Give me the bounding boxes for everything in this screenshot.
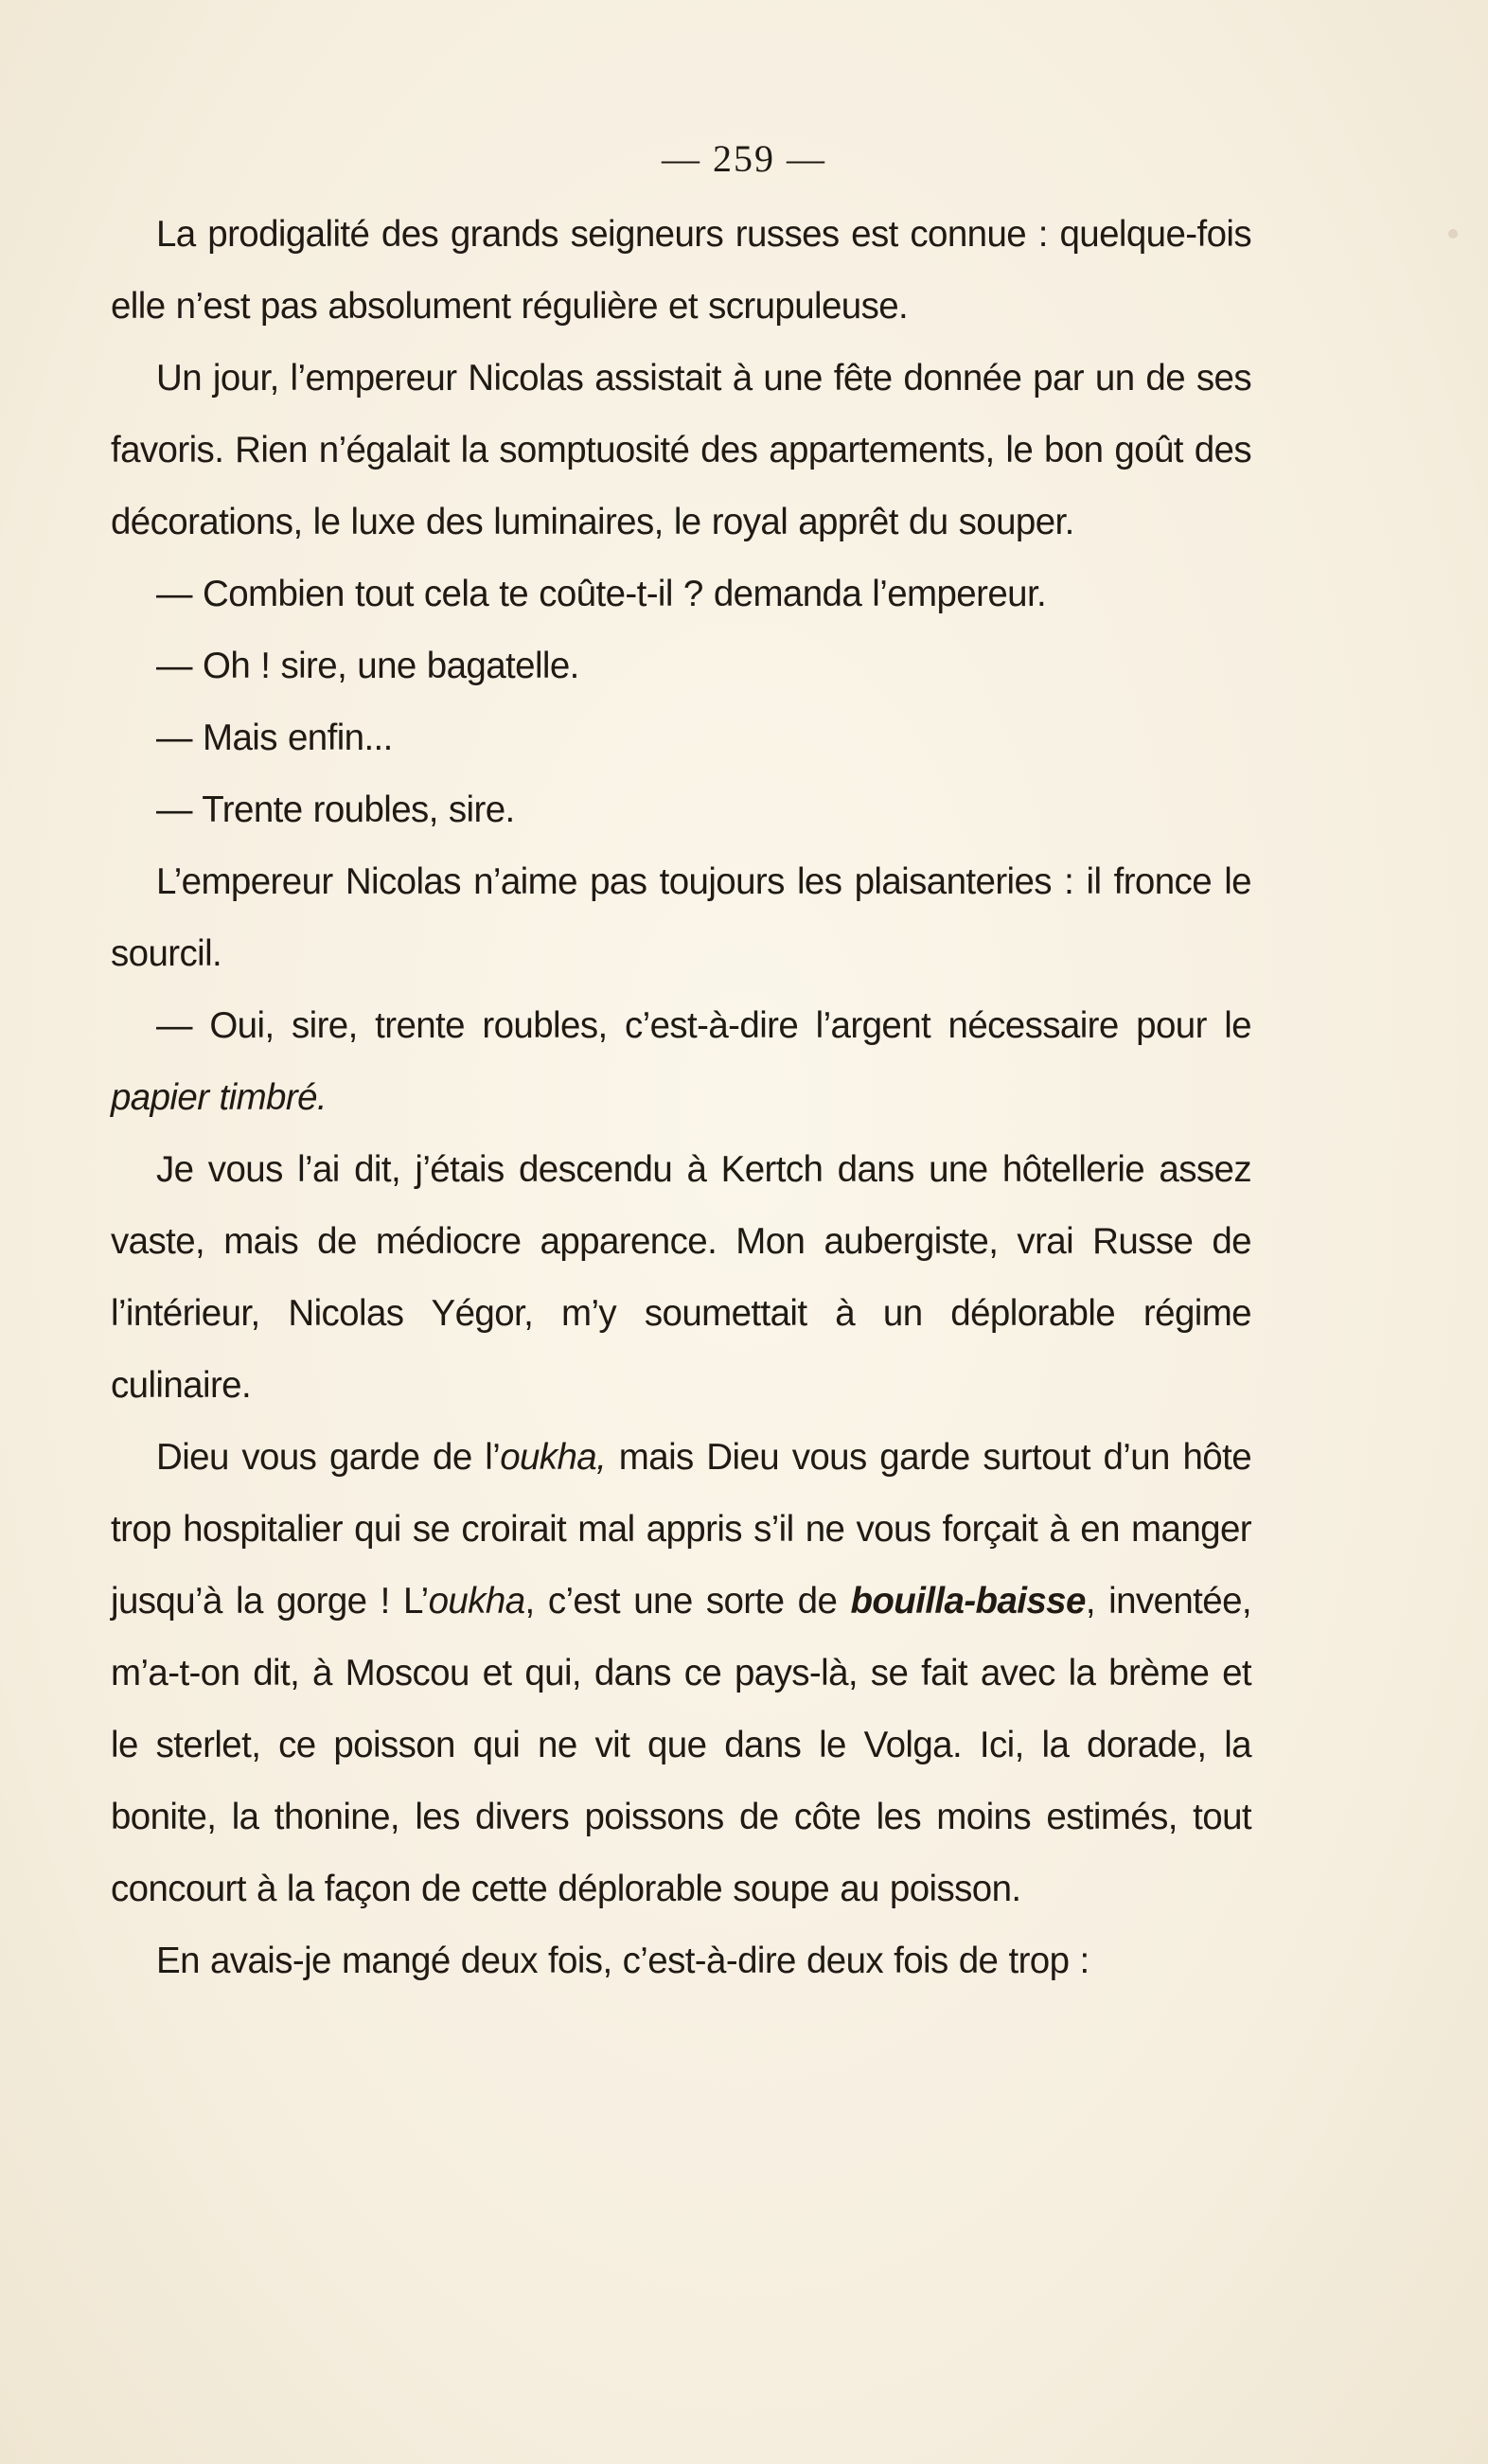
paragraph-text: Je vous l’ai dit, j’étais descendu à Kertch dans une hôtellerie assez vaste, mais de médiocre apparence. Mon aubergiste, vrai Russe de l’intérieur, Nicolas Yégor, m’y soumettait à un déplorable régime culinaire. [111, 1149, 1251, 1406]
paragraph [111, 630, 1251, 702]
paragraph-text: , c’est une sorte de [524, 1581, 851, 1622]
paragraph [111, 343, 1251, 558]
paragraph [111, 774, 1251, 846]
paragraph-text: — Combien tout cela te coûte-t-il ? demanda l’empereur. [156, 574, 1047, 614]
page-number: — 259 — [662, 137, 826, 180]
paragraph-text: — Oh ! sire, une bagatelle. [156, 646, 579, 686]
paragraph [111, 846, 1251, 990]
paper-speck [1448, 229, 1458, 239]
body-text [111, 199, 1251, 1997]
paragraph-text: , inventée, m’a-t-on dit, à Moscou et qui, dans ce pays-là, se fait avec la brème et le sterlet, ce poisson qui ne vit que dans le Volga. Ici, la dorade, la bonite, la thonine, les divers poissons de côte les moins estimés, tout concourt à la façon de cette déplorable soupe au poisson. [111, 1581, 1251, 1909]
paragraph-text: — Trente roubles, sire. [156, 789, 515, 830]
paragraph-text: Dieu vous garde de l’ [156, 1437, 501, 1478]
paragraph-text: — Mais enfin... [156, 718, 393, 758]
emphasized-text: bouilla-baisse [850, 1581, 1086, 1622]
paragraph [111, 990, 1251, 1134]
paragraph-text: L’empereur Nicolas n’aime pas toujours les plaisanteries : il fronce le sourcil. [111, 861, 1251, 974]
italic-text: oukha [428, 1581, 525, 1622]
paragraph-text: Un jour, l’empereur Nicolas assistait à une fête donnée par un de ses favoris. Rien n’égalait la somptuosité des appartements, le bon goût des décorations, le luxe des luminaires, le royal apprêt du souper. [111, 358, 1251, 542]
italic-text: papier timbré. [111, 1077, 327, 1118]
paragraph [111, 199, 1251, 343]
paragraph-text: La prodigalité des grands seigneurs russes est connue : quelque-fois elle n’est pas absolument régulière et scrupuleuse. [111, 214, 1251, 327]
paragraph-text: En avais-je mangé deux fois, c’est-à-dire deux fois de trop : [156, 1941, 1089, 1981]
paragraph [111, 558, 1251, 630]
paragraph-text: mais Dieu vous garde surtout d’un hôte trop hospitalier qui se croirait mal appris s’il ne vous forçait à en manger jusqu’à la gorge ! L’ [111, 1437, 1252, 1622]
italic-text: oukha, [500, 1437, 607, 1478]
paragraph [111, 1134, 1251, 1422]
paragraph-text: — Oui, sire, trente roubles, c’est-à-dire l’argent nécessaire pour le [156, 1005, 1251, 1046]
paragraph [111, 1925, 1251, 1997]
paragraph [111, 702, 1251, 774]
paragraph [111, 1422, 1251, 1925]
